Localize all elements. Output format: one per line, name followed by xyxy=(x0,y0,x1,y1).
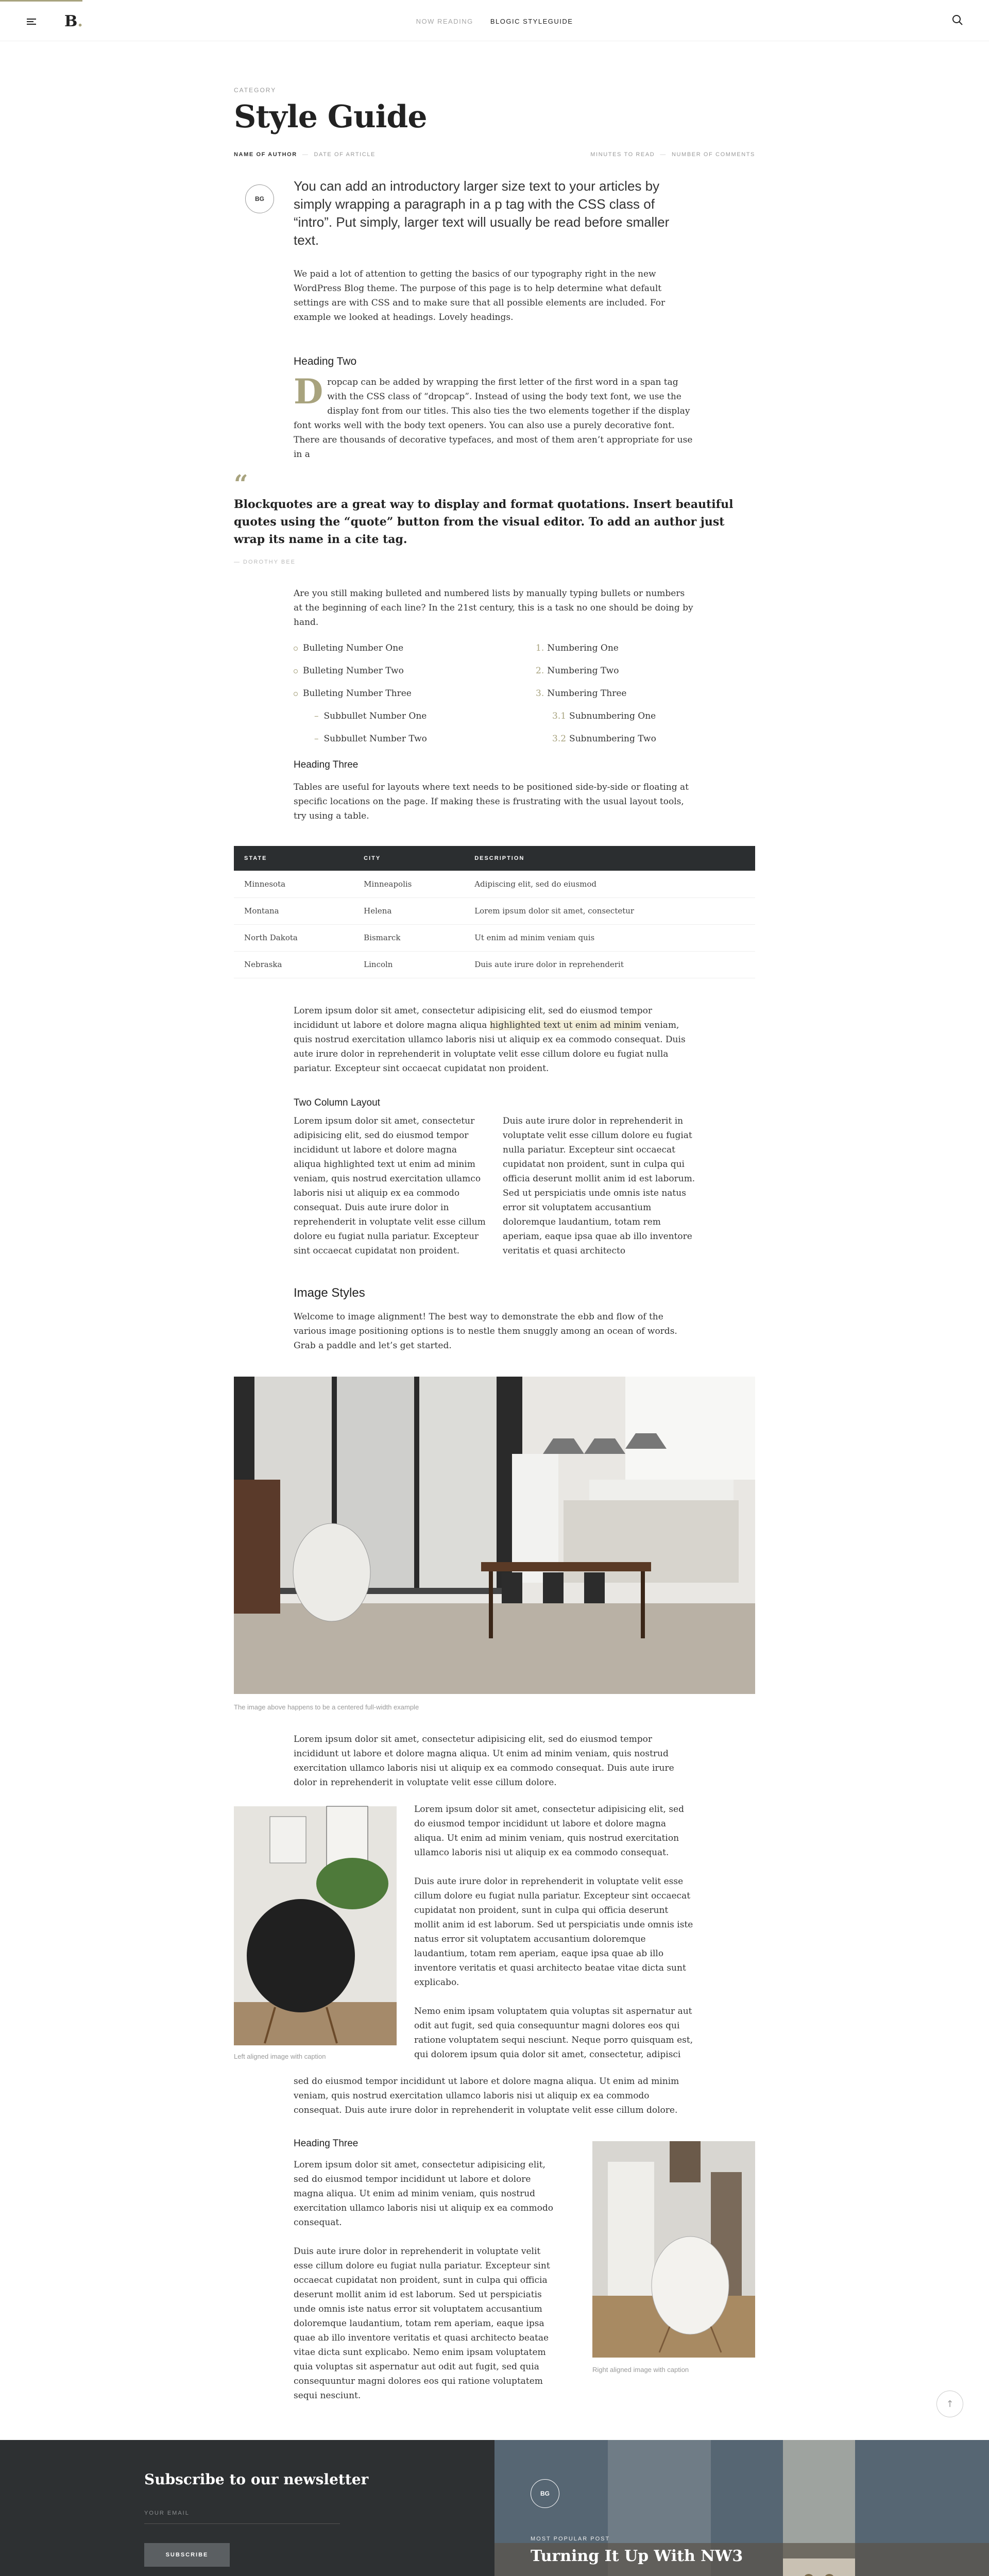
paragraph: Lorem ipsum dolor sit amet, consectetur adipisicing elit, sed do eiusmod tempor incididunt ut labore et dolore magna aliqua. Ut enim ad minim veniam, quis nostrud exercitation ullamco laboris nisi ut aliquip ex ea commodo consequat. xyxy=(414,1804,685,1858)
popular-post-title[interactable]: Turning It Up With NW3 xyxy=(531,2547,743,2565)
list-item: 2. Numbering Two xyxy=(536,666,619,676)
column-left: Lorem ipsum dolor sit amet, consectetur adipisicing elit, sed do eiusmod tempor incididunt ut labore et dolore magna aliqua highlighted text ut enim ad minim veniam, quis nostrud exercitation ullamco laboris nisi ut aliquip ex ea commodo consequat. Duis aute irure dolor in reprehenderit in voluptate velit esse cillum dolore eu fugiat nulla pariatur. Excepteur sint occaecat cupidatat non proident. xyxy=(294,1116,486,1256)
two-column-title: Two Column Layout xyxy=(294,1097,380,1108)
popular-label: MOST POPULAR POST xyxy=(531,2536,610,2542)
list-item: 3.2 Subnumbering Two xyxy=(552,734,656,744)
list-item: – Subbullet Number One xyxy=(314,711,427,721)
comment-count[interactable]: NUMBER OF COMMENTS xyxy=(671,151,755,158)
dropcap: D xyxy=(294,371,323,412)
article-meta: NAME OF AUTHOR — DATE OF ARTICLE MINUTES TO READ — NUMBER OF COMMENTS xyxy=(234,151,755,158)
list-item: Bulleting Number One xyxy=(294,637,536,659)
heading-three: Heading Three xyxy=(294,759,359,770)
list-item: Bulleting Number Two xyxy=(294,659,536,682)
paragraph: Nemo enim ipsam voluptatem quia voluptas sit aspernatur aut odit aut fugit, sed quia consequuntur magni dolores eos qui ratione voluptatem sequi nesciunt. Neque porro quisquam est, qui dolorem ipsum quia dolor sit amet, consectetur, adipisci xyxy=(414,2006,693,2060)
numbered-list xyxy=(536,637,656,750)
column-right: Duis aute irure dolor in reprehenderit in voluptate velit esse cillum dolore eu fugiat nulla pariatur. Excepteur sint occaecat cupidatat non proident, sunt in culpa qui officia deserunt mollit anim id est laborum. Sed ut perspiciatis unde omnis iste natus error sit voluptatem accusantium doloremque laudantium, totam rem aperiam, eaque ipsa quae ab illo inventore veritatis et quasi architecto xyxy=(503,1116,695,1256)
bulleted-list xyxy=(294,637,536,750)
paragraph: Welcome to image alignment! The best way to demonstrate the ebb and flow of the various image positioning options is to nestle them snuggly among an ocean of words. Grab a paddle and let’s get started. xyxy=(294,1312,677,1351)
reading-time: MINUTES TO READ xyxy=(590,151,655,158)
author-avatar[interactable]: BG xyxy=(531,2479,559,2508)
list-item: Bulleting Number Three xyxy=(294,682,536,705)
image-caption: Left aligned image with caption xyxy=(234,2053,326,2060)
heading-three: Heading Three xyxy=(294,2138,359,2149)
author-avatar[interactable]: BG xyxy=(245,184,274,213)
email-field-underline xyxy=(144,2523,340,2524)
page-title: Style Guide xyxy=(234,99,427,135)
quote-cite: — DOROTHY BEE xyxy=(234,559,296,565)
paragraph: sed do eiusmod tempor incididunt ut labore et dolore magna aliqua. Ut enim ad minim veniam, quis nostrud exercitation ullamco laboris nisi ut aliquip ex ea commodo consequat. Duis aute irure dolor in reprehenderit in voluptate velit esse cillum dolore. xyxy=(294,2076,679,2115)
list-item: 1. Numbering One xyxy=(536,643,619,653)
data-table xyxy=(234,846,755,978)
arrow-up-icon: ↑ xyxy=(946,2398,954,2410)
newsletter-title: Subscribe to our newsletter xyxy=(144,2471,369,2488)
quote-mark-icon: “ xyxy=(234,470,248,499)
two-column-layout xyxy=(294,1114,695,1258)
paragraph: Lorem ipsum dolor sit amet, consectetur adipisicing elit, sed do eiusmod tempor incididunt ut labore et dolore magna aliqua. Ut enim ad minim veniam, quis nostrud exercitation ullamco laboris nisi ut aliquip ex ea commodo consequat. Duis aute irure dolor in reprehenderit in voluptate velit esse cillum dolore. xyxy=(294,1734,674,1788)
highlighted-text: highlighted text ut enim ad minim xyxy=(489,1020,642,1030)
paragraph: Duis aute irure dolor in reprehenderit in voluptate velit esse cillum dolore eu fugiat nulla pariatur. Excepteur sint occaecat cupidatat non proident, sunt in culpa qui officia deserunt mollit anim id est laborum. Sed ut perspiciatis unde omnis iste natus error sit voluptatem accusantium doloremque laudantium, totam rem aperiam, eaque ipsa quae ab illo inventore veritatis et quasi architecto beatae vitae dicta sunt explicabo. Nemo enim ipsam voluptatem quia voluptas sit aspernatur aut odit aut fugit, sed quia consequuntur magni dolores eos qui ratione voluptatem sequi nesciunt. xyxy=(294,2246,550,2401)
highlight-paragraph: Lorem ipsum dolor sit amet, consectetur adipisicing elit, sed do eiusmod tempor incididunt ut labore et dolore magna aliqua highlighted text ut enim ad minim veniam, quis nostrud exercitation ullamco laboris nisi ut aliquip ex ea commodo consequat. Duis aute irure dolor in reprehenderit in voluptate velit esse cillum dolore eu fugiat nulla pariatur. Excepteur sint occaecat cupidatat non proident. xyxy=(294,1006,686,1074)
paragraph: Lorem ipsum dolor sit amet, consectetur adipisicing elit, sed do eiusmod tempor incididunt ut labore et dolore magna aliqua. Ut enim ad minim veniam, quis nostrud exercitation ullamco laboris nisi ut aliquip ex ea commodo consequat. xyxy=(294,2160,553,2228)
table-header-row xyxy=(234,846,755,871)
right-float-text xyxy=(294,2158,561,2403)
table-row: North Dakota Bismarck Ut enim ad minim veniam quis xyxy=(234,924,755,951)
site-header xyxy=(0,0,989,41)
table-row: Montana Helena Lorem ipsum dolor sit amet, consectetur xyxy=(234,897,755,924)
full-width-image xyxy=(234,1377,755,1694)
popular-post[interactable] xyxy=(494,2440,989,2576)
paragraph: Are you still making bulleted and numbered lists by manually typing bullets or numbers at the beginning of each line? In the 21st century, this is a task no one should be doing by hand. xyxy=(294,588,693,628)
table-row: Minnesota Minneapolis Adipiscing elit, sed do eiusmod xyxy=(234,871,755,897)
nav-current-title[interactable]: BLOGIC STYLEGUIDE xyxy=(490,18,573,25)
list-item: 3.1 Subnumbering One xyxy=(552,711,656,721)
subscribe-button[interactable]: SUBSCRIBE xyxy=(144,2543,230,2567)
header-nav xyxy=(0,18,989,25)
heading-two: Heading Two xyxy=(294,355,357,367)
search-icon[interactable] xyxy=(952,14,963,26)
dropcap-paragraph: Dropcap can be added by wrapping the first letter of the first word in a span tag with the CSS class of “dropcap”. Instead of using the body text font, we use the display font from our titles. This also ties the two elements together if the display font works well with the body text openers. You can also use a purely decorative font. There are thousands of decorative typefaces, and most of them aren’t appropriate for use in a xyxy=(294,371,693,460)
nav-now-reading[interactable]: NOW READING xyxy=(416,18,473,25)
blockquote: Blockquotes are a great way to display and format quotations. Insert beautiful quotes using the “quote” button from the visual editor. To add an author just wrap its name in a cite tag. xyxy=(234,498,734,546)
lists xyxy=(294,637,695,750)
intro-text: You can add an introductory larger size text to your articles by simply wrapping a paragraph in a p tag with the CSS class of “intro”. Put simply, larger text will usually be read before smaller text. xyxy=(294,178,670,248)
article-category[interactable]: CATEGORY xyxy=(234,87,277,94)
float-text xyxy=(414,1802,695,2062)
image-styles-title: Image Styles xyxy=(294,1286,365,1300)
table-row: Nebraska Lincoln Duis aute irure dolor in reprehenderit xyxy=(234,951,755,978)
image-caption: The image above happens to be a centered full-width example xyxy=(234,1703,419,1711)
site-logo[interactable]: B. xyxy=(64,12,83,30)
paragraph: Tables are useful for layouts where text needs to be positioned side-by-side or floating at specific locations on the page. If making these is frustrating with the usual layout tools, try using a table. xyxy=(294,782,689,821)
paragraph: We paid a lot of attention to getting the basics of our typography right in the new WordPress Blog theme. The purpose of this page is to help determine what default settings are with CSS and to make sure that all possible elements are included. For example we looked at headings. Lovely headings. xyxy=(294,269,666,323)
table-header: STATE xyxy=(234,846,353,871)
left-aligned-image xyxy=(234,1806,397,2045)
email-field[interactable]: YOUR EMAIL xyxy=(144,2510,190,2516)
list-item: – Subbullet Number Two xyxy=(314,734,427,744)
list-item: 3. Numbering Three xyxy=(536,688,627,699)
image-caption: Right aligned image with caption xyxy=(592,2366,689,2374)
paragraph: Duis aute irure dolor in reprehenderit in voluptate velit esse cillum dolore eu fugiat nulla pariatur. Excepteur sint occaecat cupidatat non proident, sunt in culpa qui officia deserunt mollit anim id est laborum. Sed ut perspiciatis unde omnis iste natus error sit voluptatem accusantium doloremque laudantium, totam rem aperiam, eaque ipsa quae ab illo inventore veritatis et quasi architecto beatae vitae dicta sunt explicabo. xyxy=(414,1876,693,1988)
newsletter-section xyxy=(0,2440,494,2576)
author-name[interactable]: NAME OF AUTHOR xyxy=(234,151,297,158)
back-to-top-button[interactable] xyxy=(936,2391,963,2417)
table-header: CITY xyxy=(353,846,464,871)
article-date: DATE OF ARTICLE xyxy=(314,151,376,158)
right-aligned-image xyxy=(592,2141,755,2358)
reading-progress-bar xyxy=(0,0,82,2)
table-header: DESCRIPTION xyxy=(464,846,755,871)
